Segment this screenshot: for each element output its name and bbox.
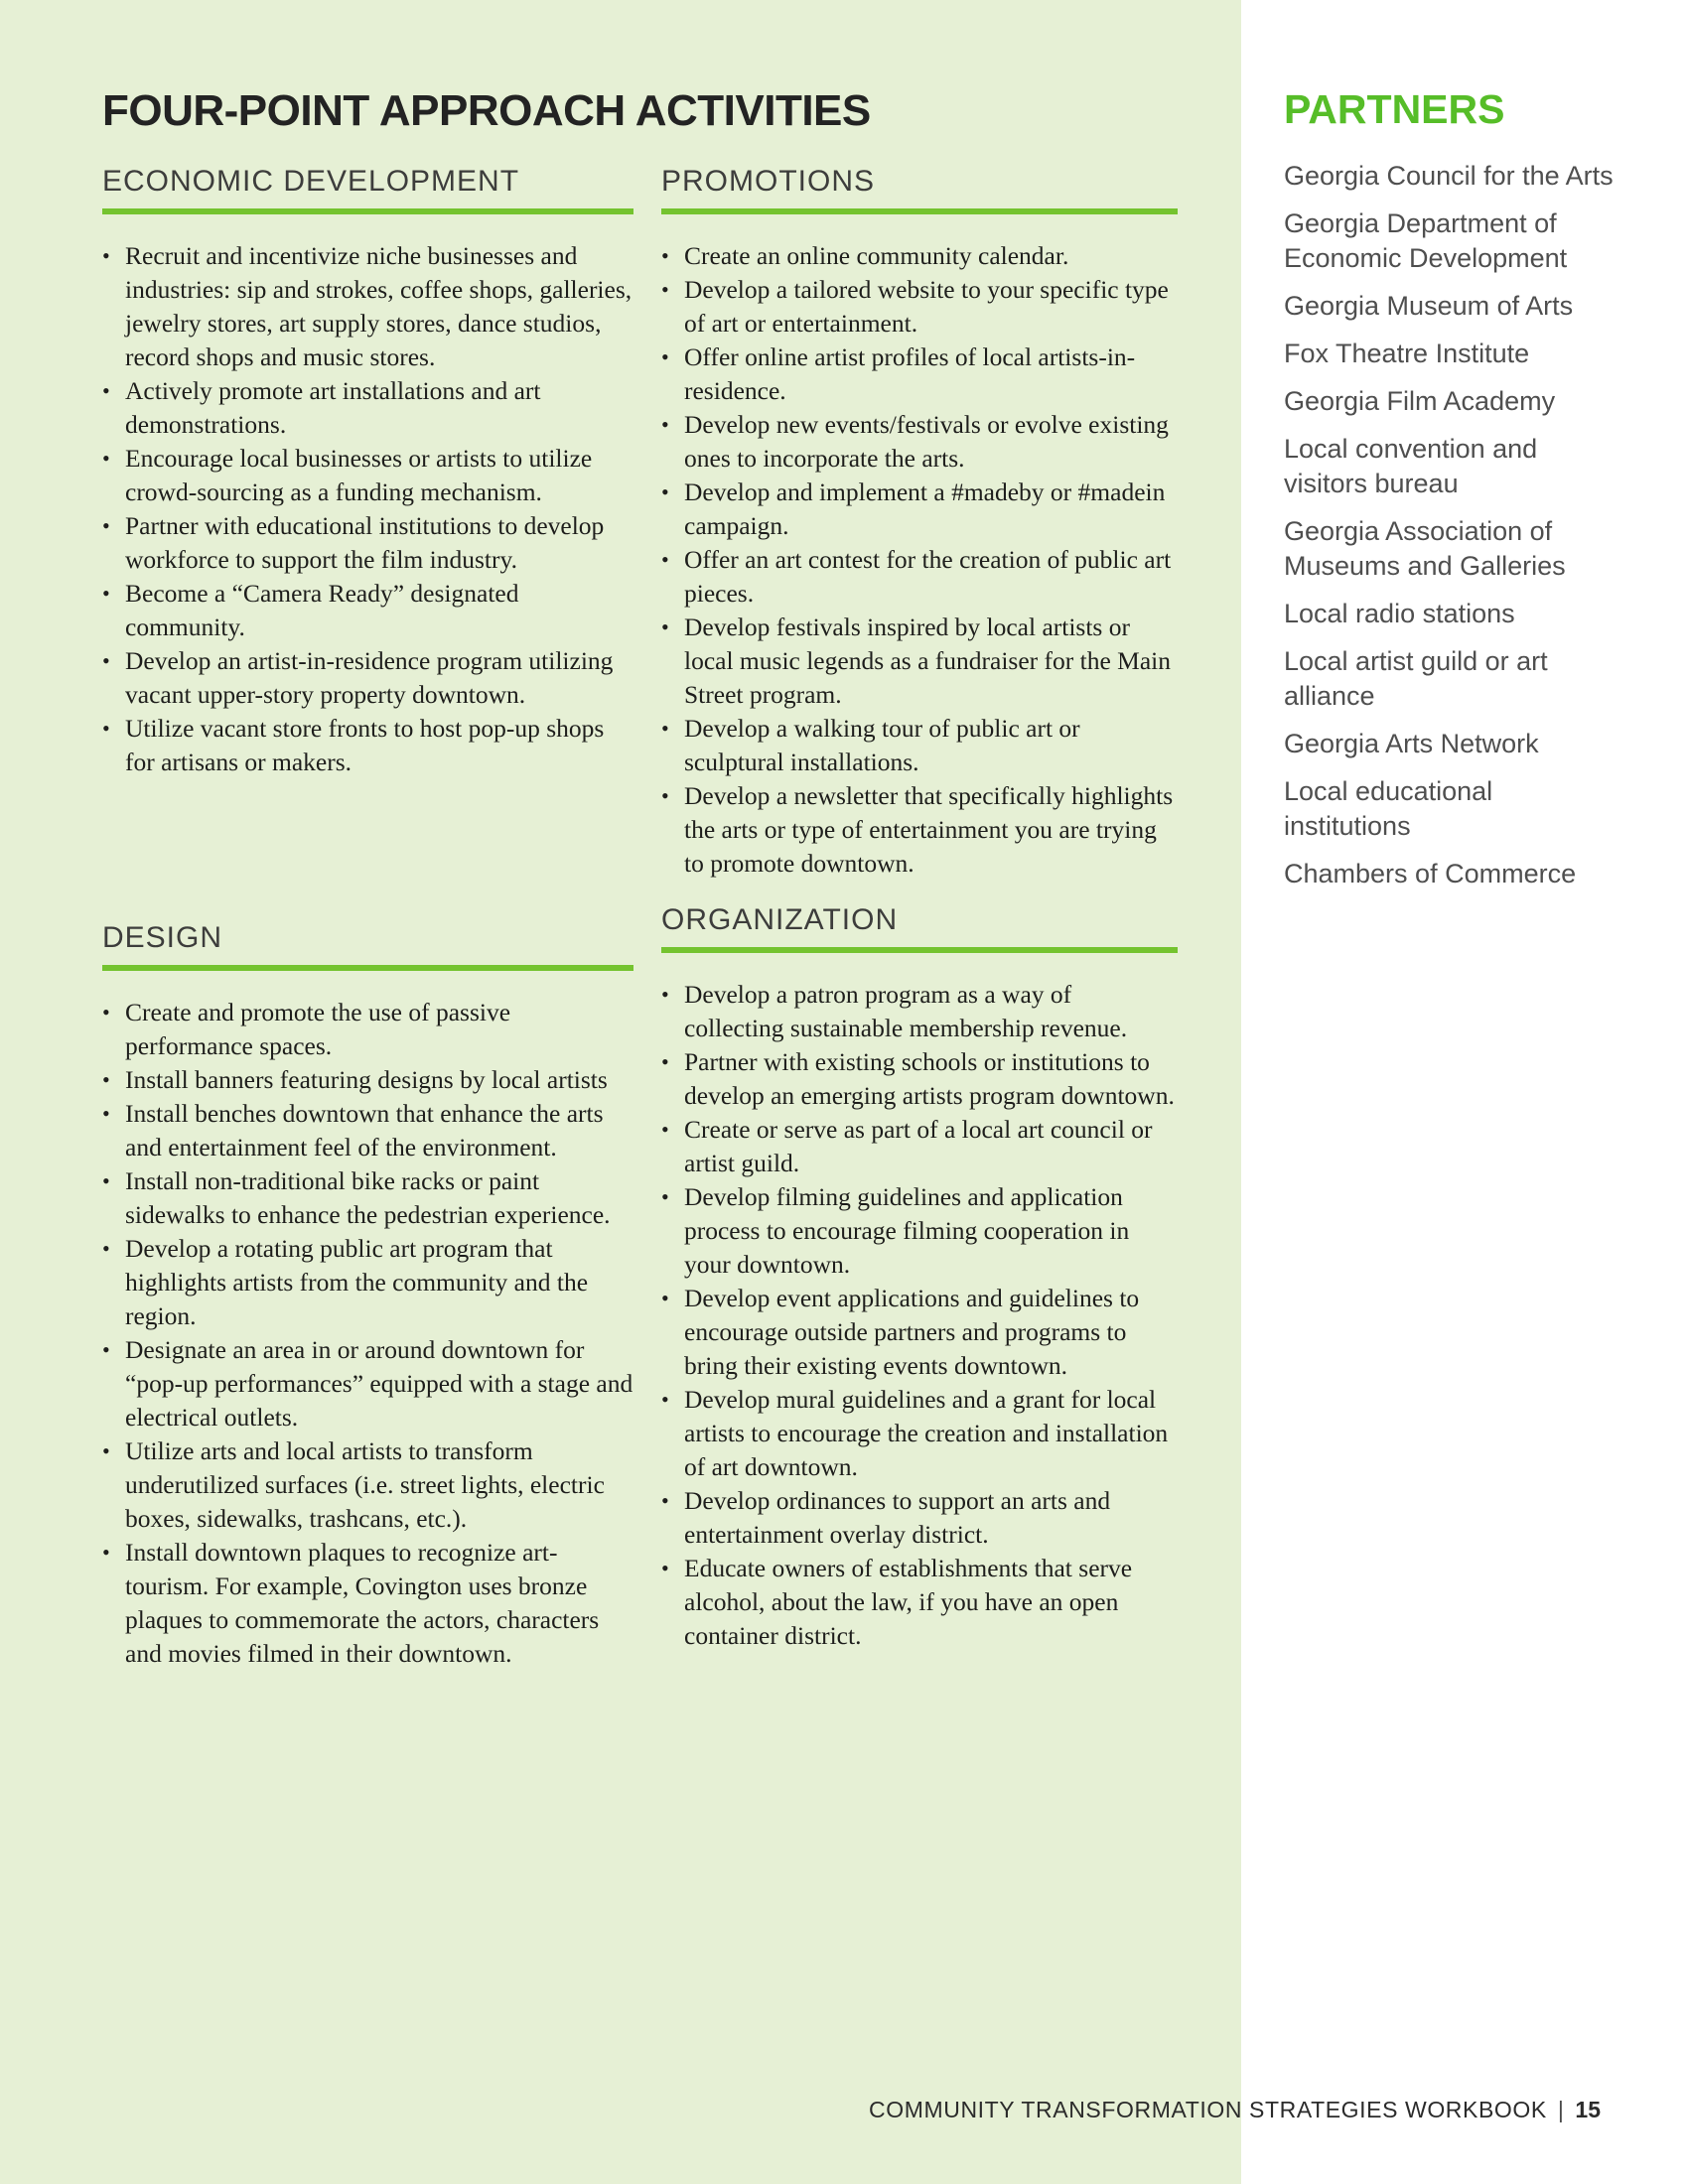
partner-item: Local radio stations (1284, 599, 1515, 629)
bullet-icon: • (102, 580, 110, 606)
list-item (102, 644, 633, 712)
list-item (661, 779, 1178, 881)
bullet-icon: • (661, 478, 669, 504)
list-item (102, 509, 633, 577)
partner-item: Local artist guild or art alliance (1284, 646, 1548, 712)
partner-item: Georgia Arts Network (1284, 729, 1539, 759)
list-item-text: Develop new events/festivals or evolve existing ones to incorporate the arts. (684, 409, 1169, 473)
list-item-text: Offer online artist profiles of local artists-in-residence. (684, 341, 1136, 405)
list-item (661, 1484, 1178, 1552)
bullet-icon: • (102, 1336, 110, 1362)
bullet-icon: • (102, 1539, 110, 1565)
section-heading-economic-development: ECONOMIC DEVELOPMENT (102, 165, 520, 198)
list-item-text: Become a “Camera Ready” designated community. (125, 578, 519, 641)
list-item-text: Utilize vacant store fronts to host pop-up shops for artisans or makers. (125, 713, 605, 776)
list-item (102, 996, 633, 1063)
bullet-icon: • (102, 512, 110, 538)
list-item (661, 273, 1178, 341)
list-item-text: Recruit and incentivize niche businesses and industries: sip and strokes, coffee shops, galleries, jewelry stores, art supply stores, dance studios, record shops and music stores. (125, 240, 633, 371)
bullet-icon: • (661, 715, 669, 741)
bullet-icon: • (102, 445, 110, 471)
list-item (661, 1180, 1178, 1282)
partner-item: Chambers of Commerce (1284, 859, 1577, 889)
list-item-text: Install non-traditional bike racks or paint sidewalks to enhance the pedestrian experience. (125, 1165, 611, 1229)
section-rule (661, 208, 1178, 214)
section-rule (102, 965, 633, 971)
bullet-icon: • (661, 981, 669, 1007)
list-item-text: Offer an art contest for the creation of public art pieces. (684, 544, 1172, 608)
partner-item: Georgia Film Academy (1284, 386, 1556, 417)
partners-sidebar (1284, 87, 1618, 904)
list-item-text: Install banners featuring designs by local artists (125, 1064, 608, 1094)
list-item-text: Encourage local businesses or artists to utilize crowd-sourcing as a funding mechanism. (125, 443, 593, 506)
list-item (102, 1097, 633, 1164)
section-rule (102, 208, 633, 214)
list-item-text: Create or serve as part of a local art council or artist guild. (684, 1114, 1153, 1177)
section-heading-promotions: PROMOTIONS (661, 165, 876, 198)
section-heading-organization: ORGANIZATION (661, 903, 899, 936)
page-footer (869, 2097, 1601, 2123)
section-economic-development (102, 165, 633, 779)
list-item-text: Develop an artist-in-residence program utilizing vacant upper-story property downtown. (125, 645, 614, 709)
list-item-text: Develop a newsletter that specifically highlights the arts or type of entertainment you are trying to promote downtown. (684, 780, 1174, 878)
bullet-icon: • (661, 276, 669, 302)
list-item (661, 408, 1178, 476)
bullet-icon: • (102, 1167, 110, 1193)
list-item-text: Actively promote art installations and art demonstrations. (125, 375, 541, 439)
list-item-text: Install benches downtown that enhance the arts and entertainment feel of the environment. (125, 1098, 604, 1161)
bullet-icon: • (661, 1048, 669, 1074)
section-organization (661, 903, 1178, 1653)
list-item-text: Create and promote the use of passive performance spaces. (125, 997, 511, 1060)
list-item (102, 1232, 633, 1333)
list-item (661, 1282, 1178, 1383)
partner-item: Georgia Association of Museums and Galleries (1284, 516, 1566, 582)
bullet-icon: • (661, 782, 669, 808)
bullet-list-organization (661, 978, 1178, 1653)
list-item-text: Develop and implement a #madeby or #madein campaign. (684, 477, 1166, 540)
list-item (102, 1333, 633, 1434)
bullet-icon: • (661, 546, 669, 572)
list-item (661, 543, 1178, 611)
bullet-icon: • (102, 377, 110, 403)
page-title: FOUR-POINT APPROACH ACTIVITIES (102, 86, 871, 135)
partners-title: PARTNERS (1284, 86, 1505, 132)
list-item (102, 1536, 633, 1671)
list-item-text: Develop a rotating public art program that highlights artists from the community and the region. (125, 1233, 589, 1330)
bullet-list-promotions (661, 239, 1178, 881)
bullet-icon: • (661, 614, 669, 639)
list-item (102, 1434, 633, 1536)
bullet-list-economic-development (102, 239, 633, 779)
partners-list (1284, 159, 1618, 891)
list-item (661, 611, 1178, 712)
footer-separator: | (1557, 2097, 1565, 2122)
footer-text: COMMUNITY TRANSFORMATION STRATEGIES WORKBOOK (869, 2097, 1547, 2122)
list-item-text: Develop event applications and guidelines to encourage outside partners and programs to bring their existing events downtown. (684, 1283, 1140, 1380)
bullet-icon: • (102, 242, 110, 268)
section-heading-design: DESIGN (102, 921, 223, 954)
bullet-icon: • (661, 1487, 669, 1513)
list-item (661, 1552, 1178, 1653)
list-item (102, 712, 633, 779)
list-item-text: Develop a walking tour of public art or sculptural installations. (684, 713, 1080, 776)
bullet-icon: • (102, 999, 110, 1024)
bullet-icon: • (102, 1235, 110, 1261)
list-item (102, 577, 633, 644)
list-item (661, 1383, 1178, 1484)
list-item-text: Educate owners of establishments that serve alcohol, about the law, if you have an open container district. (684, 1553, 1133, 1650)
bullet-icon: • (661, 411, 669, 437)
partner-item: Local educational institutions (1284, 776, 1493, 842)
list-item-text: Partner with educational institutions to develop workforce to support the film industry. (125, 510, 605, 574)
list-item (102, 239, 633, 374)
section-promotions (661, 165, 1178, 881)
bullet-icon: • (661, 1285, 669, 1310)
bullet-icon: • (661, 1386, 669, 1412)
list-item (661, 476, 1178, 543)
bullet-icon: • (661, 1555, 669, 1580)
list-item (661, 341, 1178, 408)
bullet-icon: • (661, 242, 669, 268)
partner-item: Georgia Museum of Arts (1284, 291, 1574, 322)
list-item-text: Develop a patron program as a way of collecting sustainable membership revenue. (684, 979, 1128, 1042)
bullet-list-design (102, 996, 633, 1671)
bullet-icon: • (661, 1183, 669, 1209)
bullet-icon: • (102, 647, 110, 673)
list-item (661, 239, 1178, 273)
list-item (102, 374, 633, 442)
list-item (661, 1045, 1178, 1113)
list-item (661, 712, 1178, 779)
list-item-text: Utilize arts and local artists to transform underutilized surfaces (i.e. street lights, electric boxes, sidewalks, trashcans, etc.). (125, 1435, 605, 1533)
partner-item: Georgia Council for the Arts (1284, 161, 1614, 192)
list-item-text: Create an online community calendar. (684, 240, 1069, 270)
bullet-icon: • (102, 1066, 110, 1092)
section-design (102, 921, 633, 1671)
bullet-icon: • (661, 1116, 669, 1142)
bullet-icon: • (661, 343, 669, 369)
partner-item: Local convention and visitors bureau (1284, 434, 1538, 499)
list-item (102, 1164, 633, 1232)
list-item-text: Develop mural guidelines and a grant for local artists to encourage the creation and installation of art downtown. (684, 1384, 1169, 1481)
list-item-text: Install downtown plaques to recognize art-tourism. For example, Covington uses bronze plaques to commemorate the actors, characters and movies filmed in their downtown. (125, 1537, 600, 1668)
page-number: 15 (1575, 2097, 1601, 2122)
bullet-icon: • (102, 715, 110, 741)
bullet-icon: • (102, 1100, 110, 1126)
list-item-text: Designate an area in or around downtown for “pop-up performances” equipped with a stage and electrical outlets. (125, 1334, 633, 1432)
list-item-text: Develop filming guidelines and application process to encourage filming cooperation in your downtown. (684, 1181, 1130, 1279)
list-item-text: Develop festivals inspired by local artists or local music legends as a fundraiser for the Main Street program. (684, 612, 1172, 709)
list-item-text: Partner with existing schools or institutions to develop an emerging artists program downtown. (684, 1046, 1175, 1110)
section-rule (661, 947, 1178, 953)
list-item (102, 442, 633, 509)
list-item (661, 978, 1178, 1045)
list-item-text: Develop ordinances to support an arts and entertainment overlay district. (684, 1485, 1111, 1549)
list-item-text: Develop a tailored website to your specific type of art or entertainment. (684, 274, 1169, 338)
partner-item: Fox Theatre Institute (1284, 339, 1530, 369)
bullet-icon: • (102, 1437, 110, 1463)
partner-item: Georgia Department of Economic Development (1284, 208, 1568, 274)
list-item (661, 1113, 1178, 1180)
list-item (102, 1063, 633, 1097)
